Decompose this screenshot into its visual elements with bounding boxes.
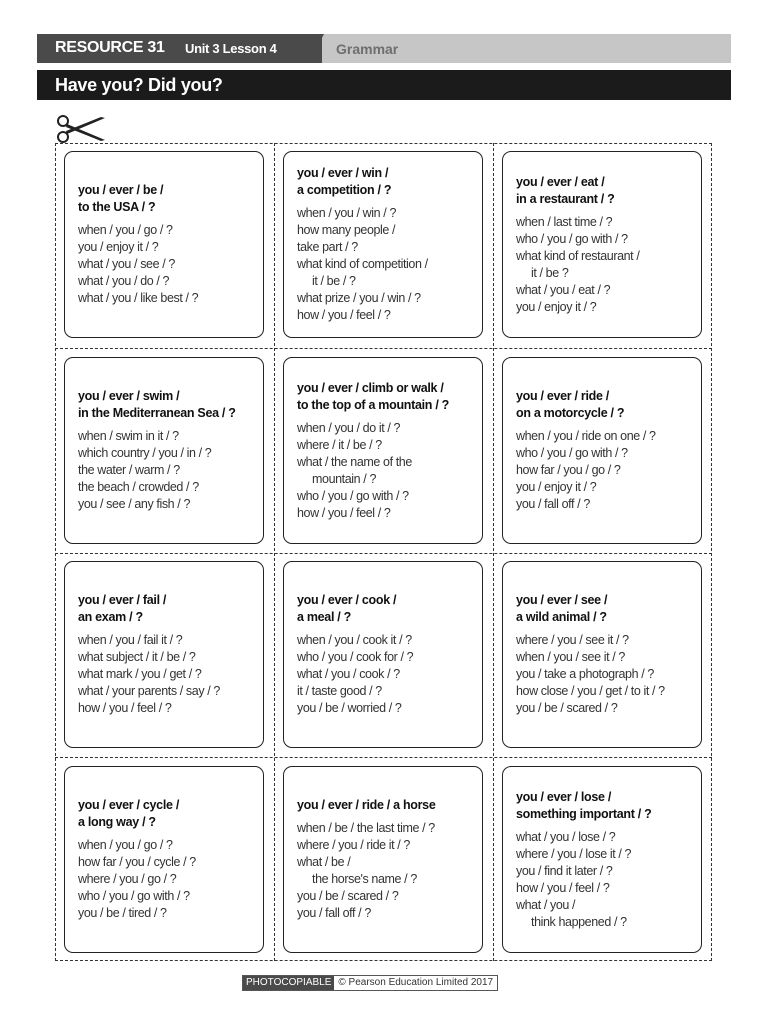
card-followup: how / you / feel / ?	[78, 701, 172, 715]
card-question-line: you / ever / lose /	[516, 789, 612, 804]
card-followup: you / be / scared / ?	[516, 701, 618, 715]
photocopiable-tag: PHOTOCOPIABLE	[243, 976, 334, 990]
card-question-line: you / ever / eat /	[516, 174, 605, 189]
unit-lesson: Unit 3 Lesson 4	[185, 41, 277, 56]
card-followup: where / you / lose it / ?	[516, 846, 632, 861]
card-followup: what / you / like best / ?	[78, 291, 199, 305]
question-card	[283, 357, 483, 544]
card-followup: where / you / go / ?	[78, 872, 177, 886]
question-card	[64, 357, 264, 544]
card-followup: what / your parents / say / ?	[78, 684, 220, 698]
card-followup: you / see / any fish / ?	[78, 497, 190, 511]
card-followup: when / be / the last time / ?	[297, 821, 435, 835]
footer	[242, 975, 498, 991]
question-card	[502, 357, 702, 544]
card-question	[297, 797, 474, 814]
card-question-line: a meal / ?	[297, 610, 351, 624]
card-followup: when / last time / ?	[516, 214, 613, 229]
card-followup: you / take a photograph / ?	[516, 667, 654, 681]
card-followup: how many people /	[297, 223, 396, 237]
resource-header-bar	[37, 34, 731, 63]
card-followup: think happened / ?	[531, 914, 627, 929]
cut-line-horizontal	[55, 553, 712, 554]
card-question-line: you / ever / cycle /	[78, 798, 180, 812]
card-followup: how far / you / go / ?	[516, 463, 621, 477]
card-followup: it / taste good / ?	[297, 684, 382, 698]
card-followup: you / enjoy it / ?	[516, 299, 597, 314]
card-followup: who / you / go with / ?	[516, 446, 628, 460]
resource-number: RESOURCE 31	[55, 39, 165, 56]
card-question	[78, 797, 255, 831]
card-question-line: in the Mediterranean Sea / ?	[78, 406, 236, 420]
card-followup: what subject / it / be / ?	[78, 650, 196, 664]
card-followup: you / be / tired / ?	[78, 906, 167, 920]
card-followup: who / you / cook for / ?	[297, 650, 414, 664]
card-question	[516, 388, 693, 422]
card-followup: how / you / feel / ?	[297, 308, 391, 322]
card-question-line: a long way / ?	[78, 815, 156, 829]
card-followup: what / you /	[516, 897, 576, 912]
card-followup: when / you / win / ?	[297, 206, 397, 220]
card-followup: it / be / ?	[312, 274, 356, 288]
card-followup: when / you / do it / ?	[297, 420, 401, 435]
page-title: Have you? Did you?	[55, 75, 223, 95]
card-followup: what / be /	[297, 855, 351, 869]
question-card	[283, 561, 483, 748]
question-card	[64, 151, 264, 338]
card-followup: the water / warm / ?	[78, 463, 180, 477]
card-followup: mountain / ?	[312, 471, 376, 486]
card-question-line: an exam / ?	[78, 610, 143, 624]
copyright-notice: © Pearson Education Limited 2017	[338, 977, 494, 988]
card-followup: when / you / cook it / ?	[297, 633, 412, 647]
card-question-line: you / ever / swim /	[78, 389, 180, 403]
card-followup: where / you / ride it / ?	[297, 838, 410, 852]
question-card	[502, 766, 702, 953]
card-question-line: you / ever / cook /	[297, 593, 397, 607]
card-followup: what / you / lose / ?	[516, 829, 616, 844]
card-followup: it / be ?	[531, 265, 569, 280]
card-followup: what / you / see / ?	[78, 257, 175, 271]
card-followup: you / find it later / ?	[516, 863, 613, 878]
question-card	[502, 151, 702, 338]
card-followup: what / the name of the	[297, 454, 412, 469]
header-slant	[309, 34, 324, 63]
card-followup: you / be / worried / ?	[297, 701, 402, 715]
card-followup: how / you / feel / ?	[297, 505, 391, 520]
cut-line-horizontal	[55, 348, 712, 349]
card-followup: where / you / see it / ?	[516, 633, 629, 647]
card-followup: what / you / do / ?	[78, 274, 170, 288]
card-followup: what prize / you / win / ?	[297, 291, 421, 305]
card-followup: when / you / ride on one / ?	[516, 429, 656, 443]
card-question-line: something important / ?	[516, 806, 652, 821]
card-followup: when / you / fail it / ?	[78, 633, 183, 647]
card-followup: what kind of restaurant /	[516, 248, 640, 263]
card-question-line: to the USA / ?	[78, 200, 156, 214]
card-followup: you / enjoy it / ?	[516, 480, 597, 494]
card-followup: you / be / scared / ?	[297, 889, 399, 903]
card-followup: who / you / go with / ?	[516, 231, 628, 246]
card-question-line: you / ever / ride /	[516, 389, 609, 403]
question-card	[283, 766, 483, 953]
card-followup: how far / you / cycle / ?	[78, 855, 196, 869]
card-question	[78, 388, 255, 422]
scissors-icon	[55, 113, 107, 145]
card-followup: who / you / go with / ?	[297, 488, 409, 503]
card-followup: you / fall off / ?	[297, 906, 371, 920]
cut-line-horizontal	[55, 757, 712, 758]
card-question-line: to the top of a mountain / ?	[297, 397, 449, 412]
card-question-line: a wild animal / ?	[516, 610, 607, 624]
card-question	[516, 174, 693, 208]
card-question-line: you / ever / see /	[516, 593, 608, 607]
title-bar	[37, 70, 731, 100]
card-followup: you / enjoy it / ?	[78, 240, 159, 254]
card-question	[516, 789, 693, 823]
question-card	[64, 561, 264, 748]
card-question-line: you / ever / climb or walk /	[297, 380, 444, 395]
card-question-line: you / ever / ride / a horse	[297, 798, 436, 812]
card-followup: you / fall off / ?	[516, 497, 590, 511]
question-card	[502, 561, 702, 748]
card-followup: which country / you / in / ?	[78, 446, 212, 460]
card-question-line: in a restaurant / ?	[516, 191, 615, 206]
card-followup: when / you / go / ?	[78, 223, 173, 237]
card-question-line: you / ever / win /	[297, 166, 389, 180]
card-followup: the horse's name / ?	[312, 872, 417, 886]
section-label: Grammar	[336, 41, 399, 57]
cut-line-vertical	[274, 143, 275, 961]
card-question-line: you / ever / fail /	[78, 593, 167, 607]
card-followup: where / it / be / ?	[297, 437, 382, 452]
card-question-line: a competition / ?	[297, 183, 392, 197]
question-card	[283, 151, 483, 338]
card-question-line: you / ever / be /	[78, 183, 164, 197]
card-followup: when / you / go / ?	[78, 838, 173, 852]
card-followup: how close / you / get / to it / ?	[516, 684, 665, 698]
card-followup: take part / ?	[297, 240, 358, 254]
card-followup: when / swim in it / ?	[78, 429, 179, 443]
card-question	[297, 165, 474, 199]
question-card	[64, 766, 264, 953]
card-followup: what / you / cook / ?	[297, 667, 400, 681]
card-followup: who / you / go with / ?	[78, 889, 190, 903]
card-question	[78, 592, 255, 626]
card-followup: when / you / see it / ?	[516, 650, 625, 664]
card-followup: what mark / you / get / ?	[78, 667, 202, 681]
card-followup: what kind of competition /	[297, 257, 428, 271]
cut-line-vertical	[493, 143, 494, 961]
card-followup: the beach / crowded / ?	[78, 480, 199, 494]
card-followup: how / you / feel / ?	[516, 880, 610, 895]
card-question-line: on a motorcycle / ?	[516, 406, 625, 420]
card-question	[297, 380, 474, 414]
card-followup: what / you / eat / ?	[516, 282, 611, 297]
card-question	[516, 592, 693, 626]
card-question	[78, 182, 255, 216]
card-question	[297, 592, 474, 626]
